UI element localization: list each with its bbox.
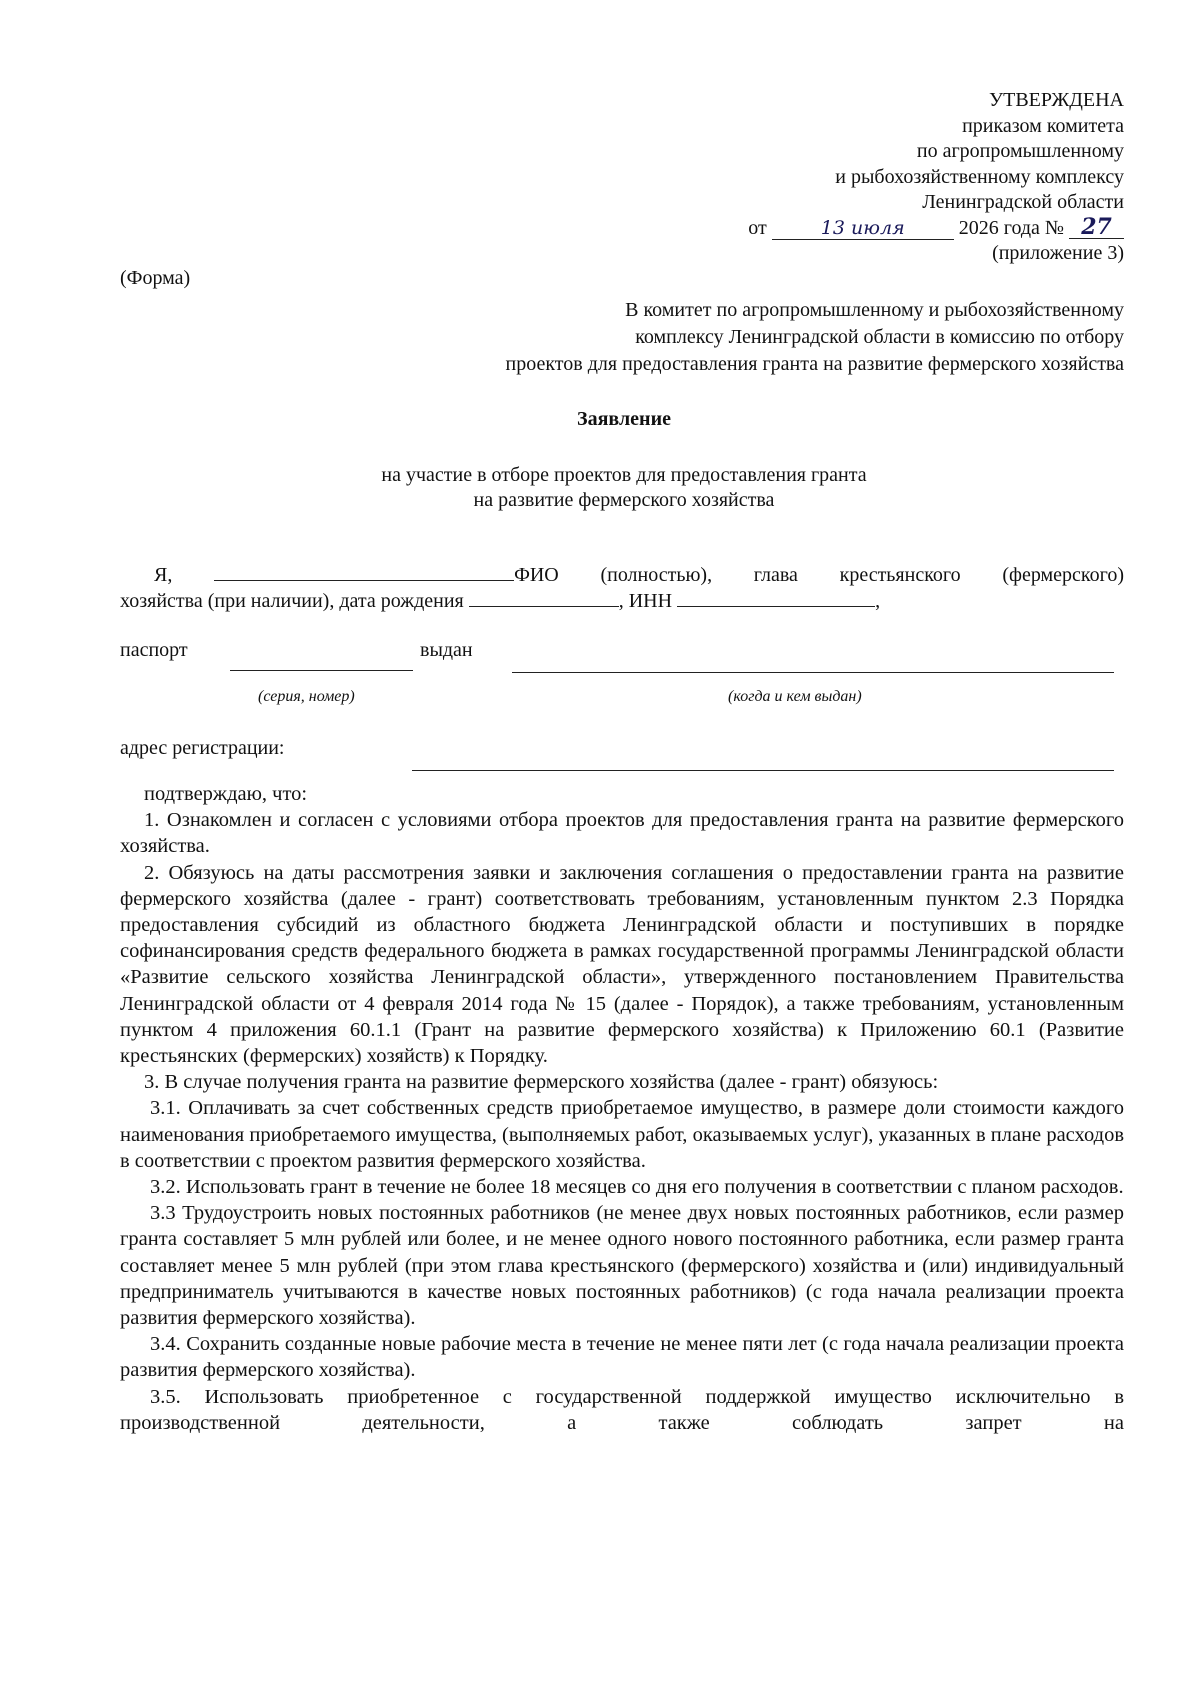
clause-2: 2. Обязуюсь на даты рассмотрения заявки и заключения соглашения о предоставлении гранта на развитие фермерского хозяйства (далее - грант) соответствовать требованиям, установленным пунктом 2.3 Порядка предоставления субсидий из областного бюджета Ленинградской области и поступивших в порядке софинансирования средств федерального бюджета в рамках государственной программы Ленинградской области «Развитие сельского хозяйства Ленинградской области», утвержденного постановлением Правительства Ленинградской области от 4 февраля 2014 года № 15 (далее - Порядок), а также требованиям, установленным пунктом 4 приложения 60.1.1 (Грант на развитие фермерского хозяйства) к Приложению 60.1 (Развитие крестьянских (фермерских) хозяйств) к Порядку. (120, 861, 1124, 1068)
approval-line: по агропромышленному (916, 140, 1124, 162)
birth-date-blank[interactable] (469, 586, 619, 607)
from-label: от (748, 216, 767, 239)
clause-3-2: 3.2. Использовать грант в течение не более 18 месяцев со дня его получения в соответствии с планом расходов. (150, 1176, 1124, 1199)
approval-title: УТВЕРЖДЕНА (988, 89, 1124, 111)
comma: , (875, 590, 881, 612)
passport-caption: (серия, номер) (258, 688, 355, 705)
fio-label: ФИО (полностью), глава крестьянского (фермерского) (514, 564, 1124, 586)
clause-3-5: 3.5. Использовать приобретенное с государственной поддержкой имущество исключительно в производственной деятельности, а также соблюдать запрет на (120, 1385, 1124, 1434)
approval-date-line (664, 213, 1124, 242)
issued-caption: (когда и кем выдан) (728, 688, 862, 705)
addressee-line: В комитет по агропромышленному и рыбохозяйственному (625, 299, 1124, 321)
clause-1: 1. Ознакомлен и согласен с условиями отбора проектов для предоставления гранта на развитие фермерского хозяйства. (120, 809, 1124, 858)
subtitle-line: на участие в отборе проектов для предоставления гранта (381, 464, 867, 486)
clause-3-3: 3.3 Трудоустроить новых постоянных работников (не менее двух новых постоянных работников, если размер гранта составляет 5 млн рублей или более, и не менее одного нового постоянного работника, если размер гранта составляет менее 5 млн рублей (при этом глава крестьянского (фермерского) хозяйства и (или) индивидуальный предприниматель учитываются в качестве новых постоянных работников) (с года начала реализации проекта развития фермерского хозяйства). (120, 1202, 1124, 1330)
issued-blank[interactable] (512, 672, 1114, 673)
addressee-line: комплексу Ленинградской области в комиссию по отбору (635, 326, 1124, 348)
approval-line: приказом комитета (962, 114, 1124, 137)
clause-3-1: 3.1. Оплачивать за счет собственных средств приобретаемое имущество, в размере доли стоимости каждого наименования приобретаемого имущества, (выполняемых работ, оказываемых услуг), указанных в плане расходов в соответствии с проектом развития фермерского хозяйства. (120, 1097, 1124, 1172)
document-subtitle (0, 463, 1200, 513)
address-label: адрес регистрации: (120, 737, 285, 759)
body-text (120, 781, 1124, 1436)
passport-label: паспорт (120, 639, 188, 661)
form-label: (Форма) (120, 267, 191, 289)
farm-label: хозяйства (при наличии), дата рождения (120, 590, 464, 612)
clause-3-4: 3.4. Сохранить созданные новые рабочие места в течение не менее пяти лет (с года начала реализации проекта развития фермерского хозяйства). (120, 1333, 1124, 1382)
appendix-label: (приложение 3) (992, 242, 1124, 264)
confirm-text: подтверждаю, что: (144, 783, 308, 805)
passport-blank[interactable] (230, 670, 413, 671)
approval-block (664, 88, 1124, 267)
approval-line: и рыбохозяйственному комплексу (835, 165, 1124, 188)
address-blank[interactable] (412, 770, 1114, 771)
approval-line: Ленинградской области (922, 191, 1124, 213)
birth-inn-line (120, 586, 1124, 614)
document-title: Заявление (577, 408, 671, 430)
subtitle-line: на развитие фермерского хозяйства (473, 489, 775, 511)
ya-label: Я, (154, 564, 173, 586)
clause-3: 3. В случае получения гранта на развитие фермерского хозяйства (далее - грант) обязуюсь: (144, 1071, 939, 1094)
fio-blank[interactable] (214, 560, 514, 581)
inn-label: , ИНН (618, 590, 673, 612)
handwritten-number: 27 (1069, 216, 1124, 239)
handwritten-date: 13 июля (772, 217, 954, 240)
fio-line (120, 560, 1124, 588)
addressee-block (364, 297, 1124, 378)
addressee-line: проектов для предоставления гранта на развитие фермерского хозяйства (505, 353, 1124, 375)
issued-label: выдан (420, 639, 473, 661)
inn-blank[interactable] (677, 586, 875, 607)
year-text: 2026 года № (958, 216, 1064, 239)
